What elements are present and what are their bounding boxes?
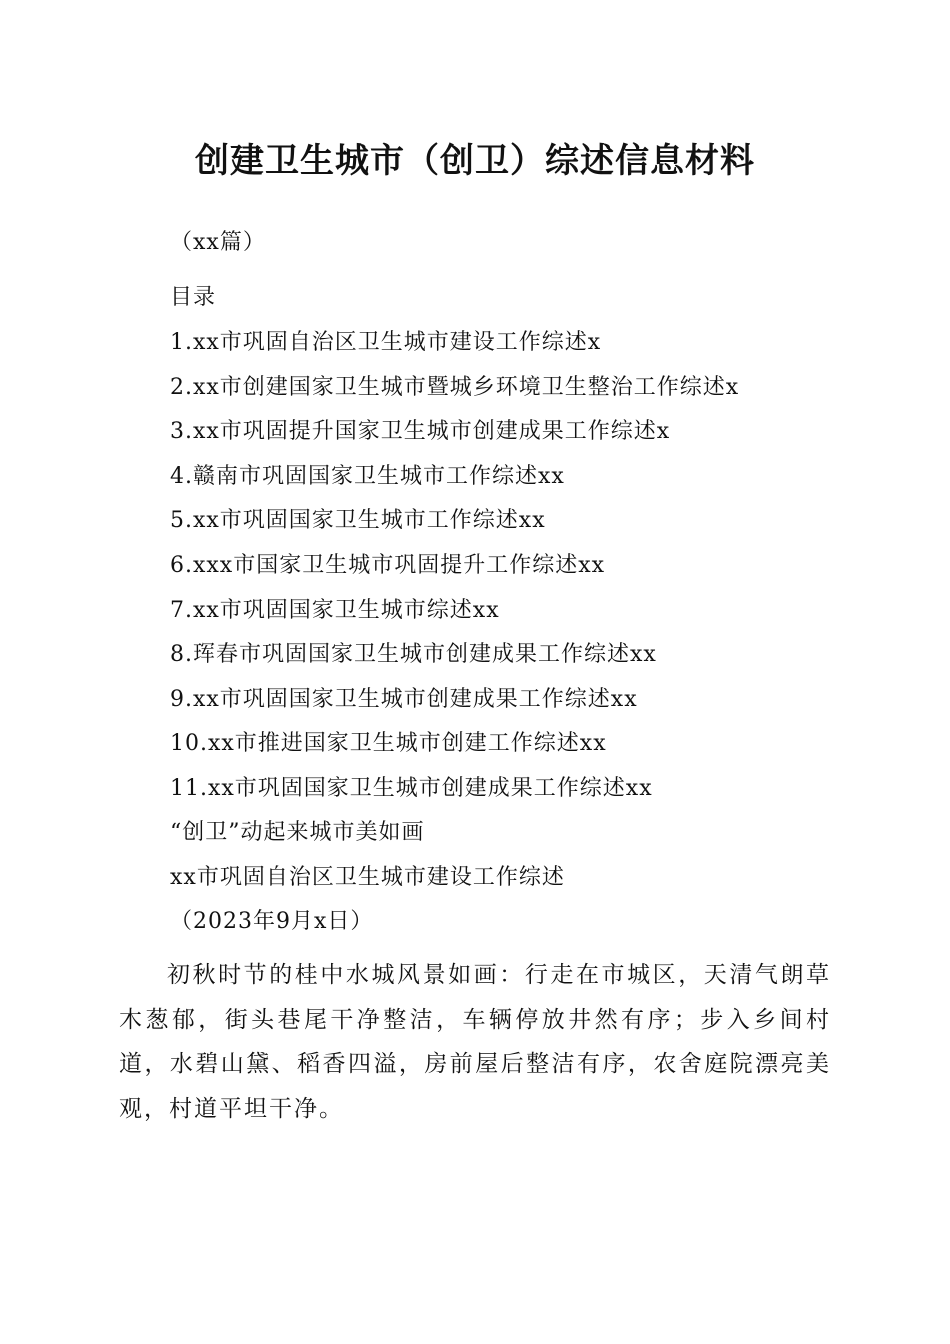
toc-item: 9.xx市巩固国家卫生城市创建成果工作综述xx	[170, 687, 638, 712]
slogan-heading: “创卫”动起来城市美如画	[170, 820, 425, 845]
article-date: （2023年9月x日）	[170, 909, 374, 934]
toc-item: 4.赣南市巩固国家卫生城市工作综述xx	[170, 464, 565, 489]
toc-item: 11.xx市巩固国家卫生城市创建成果工作综述xx	[170, 776, 653, 801]
body-paragraph: 初秋时节的桂中水城风景如画：行走在市城区，天清气朗草木葱郁，街头巷尾干净整洁，车辆停放井然有序；步入乡间村道，水碧山黛、稻香四溢，房前屋后整洁有序，农舍庭院漂亮美观，村道平坦干净。	[119, 962, 831, 1122]
toc-item: 6.xxx市国家卫生城市巩固提升工作综述xx	[170, 553, 606, 578]
toc-item: 1.xx市巩固自治区卫生城市建设工作综述x	[170, 330, 602, 355]
toc-item: 8.珲春市巩固国家卫生城市创建成果工作综述xx	[170, 642, 657, 667]
toc-item: 10.xx市推进国家卫生城市创建工作综述xx	[170, 731, 607, 756]
toc-heading: 目录	[170, 285, 217, 310]
article-title: xx市巩固自治区卫生城市建设工作综述	[170, 865, 565, 890]
document-subtitle: （xx篇）	[170, 230, 266, 255]
toc-item: 3.xx市巩固提升国家卫生城市创建成果工作综述x	[170, 419, 671, 444]
toc-item: 5.xx市巩固国家卫生城市工作综述xx	[170, 508, 546, 533]
document-title: 创建卫生城市（创卫）综述信息材料	[195, 141, 755, 181]
toc-item: 7.xx市巩固国家卫生城市综述xx	[170, 598, 500, 623]
toc-item: 2.xx市创建国家卫生城市暨城乡环境卫生整治工作综述x	[170, 375, 740, 400]
